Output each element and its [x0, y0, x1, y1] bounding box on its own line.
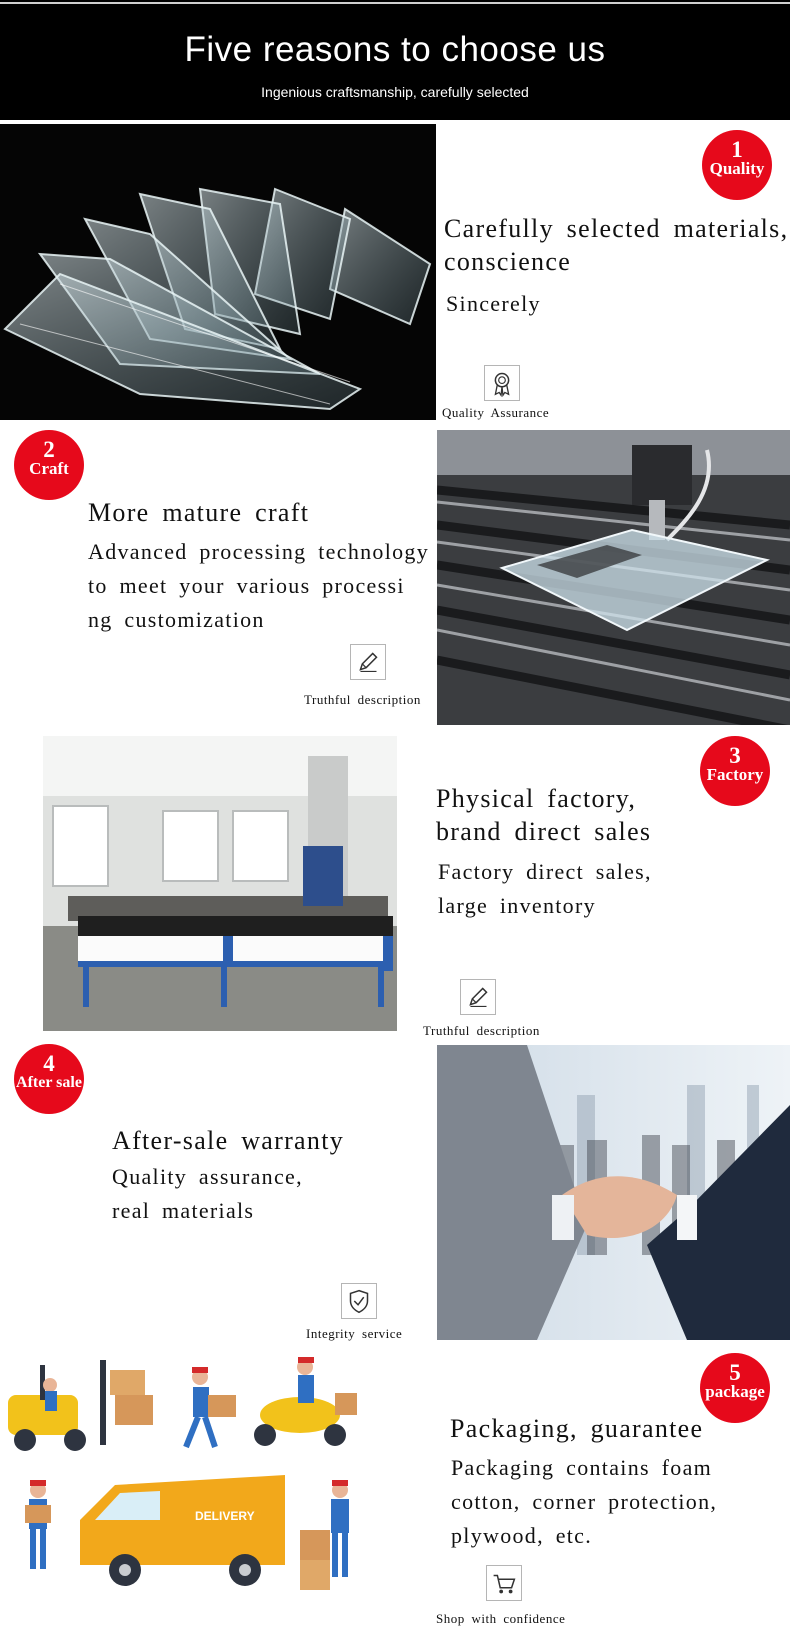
reason-5-badge-label: package	[705, 1382, 765, 1401]
reason-4-icon-caption: Integrity service	[306, 1326, 403, 1341]
ribbon-award-icon	[484, 365, 520, 401]
reason-3-badge-number: 3	[729, 743, 741, 768]
reason-2-headline-line-1: More mature craft	[88, 498, 310, 527]
reason-1-badge-number: 1	[731, 137, 743, 162]
reason-2-badge-label: Craft	[29, 459, 69, 478]
reason-1-icon-caption: Quality Assurance	[442, 405, 550, 420]
reason-1-badge	[702, 130, 772, 200]
pencil-icon	[460, 979, 496, 1015]
laser-cutting-machine-photo	[437, 430, 790, 725]
reason-3-icon-caption: Truthful description	[423, 1023, 540, 1038]
reason-1-sub-line-1: Sincerely	[446, 291, 541, 316]
reason-2-sub-line-2: to meet your various processi	[88, 573, 405, 598]
page-title: Five reasons to choose us	[184, 30, 606, 69]
reason-4-badge-label: After sale	[16, 1074, 82, 1091]
reason-4-sub-line-1: Quality assurance,	[112, 1164, 303, 1189]
reason-4-badge	[14, 1044, 84, 1114]
reason-4-headline-line-1: After-sale warranty	[112, 1126, 345, 1155]
reason-5-headline-line-1: Packaging, guarantee	[450, 1414, 704, 1443]
reason-1-headline-line-2: conscience	[444, 247, 572, 276]
header-top-rule	[0, 2, 790, 4]
acrylic-sheets-photo	[0, 124, 436, 420]
reason-1-badge-label: Quality	[709, 159, 765, 178]
reason-2-badge-number: 2	[43, 437, 55, 462]
reason-2-badge	[14, 430, 84, 500]
van-delivery-label: DELIVERY	[195, 1509, 255, 1523]
delivery-illustration	[0, 1355, 380, 1634]
reason-3-headline-line-1: Physical factory,	[436, 784, 637, 813]
reason-5-badge	[700, 1353, 770, 1423]
reason-2-sub-line-1: Advanced processing technology	[88, 539, 430, 564]
reason-1-headline-line-1: Carefully selected materials,	[444, 214, 789, 243]
reason-5-sub-line-1: Packaging contains foam	[451, 1455, 713, 1480]
reason-4-badge-number: 4	[43, 1051, 55, 1076]
shopping-cart-icon	[486, 1565, 522, 1601]
pencil-icon	[350, 644, 386, 680]
reason-3-badge-label: Factory	[706, 765, 764, 784]
reason-3-badge	[700, 736, 770, 806]
reason-5-sub-line-2: cotton, corner protection,	[451, 1489, 718, 1514]
page-subtitle: Ingenious craftsmanship, carefully selected	[261, 84, 529, 100]
reason-3-sub-line-2: large inventory	[438, 893, 596, 918]
reason-2-icon-caption: Truthful description	[304, 692, 421, 707]
reason-3-sub-line-1: Factory direct sales,	[438, 859, 652, 884]
reason-3-headline-line-2: brand direct sales	[436, 817, 652, 846]
shield-check-icon	[341, 1283, 377, 1319]
business-handshake-photo	[437, 1045, 790, 1340]
reason-5-badge-number: 5	[729, 1360, 741, 1385]
reason-2-sub-line-3: ng customization	[88, 607, 265, 632]
factory-workshop-photo	[43, 736, 397, 1031]
header-banner	[0, 0, 790, 120]
reason-5-sub-line-3: plywood, etc.	[451, 1523, 593, 1548]
reason-5-icon-caption: Shop with confidence	[436, 1611, 566, 1626]
reason-4-sub-line-2: real materials	[112, 1198, 255, 1223]
